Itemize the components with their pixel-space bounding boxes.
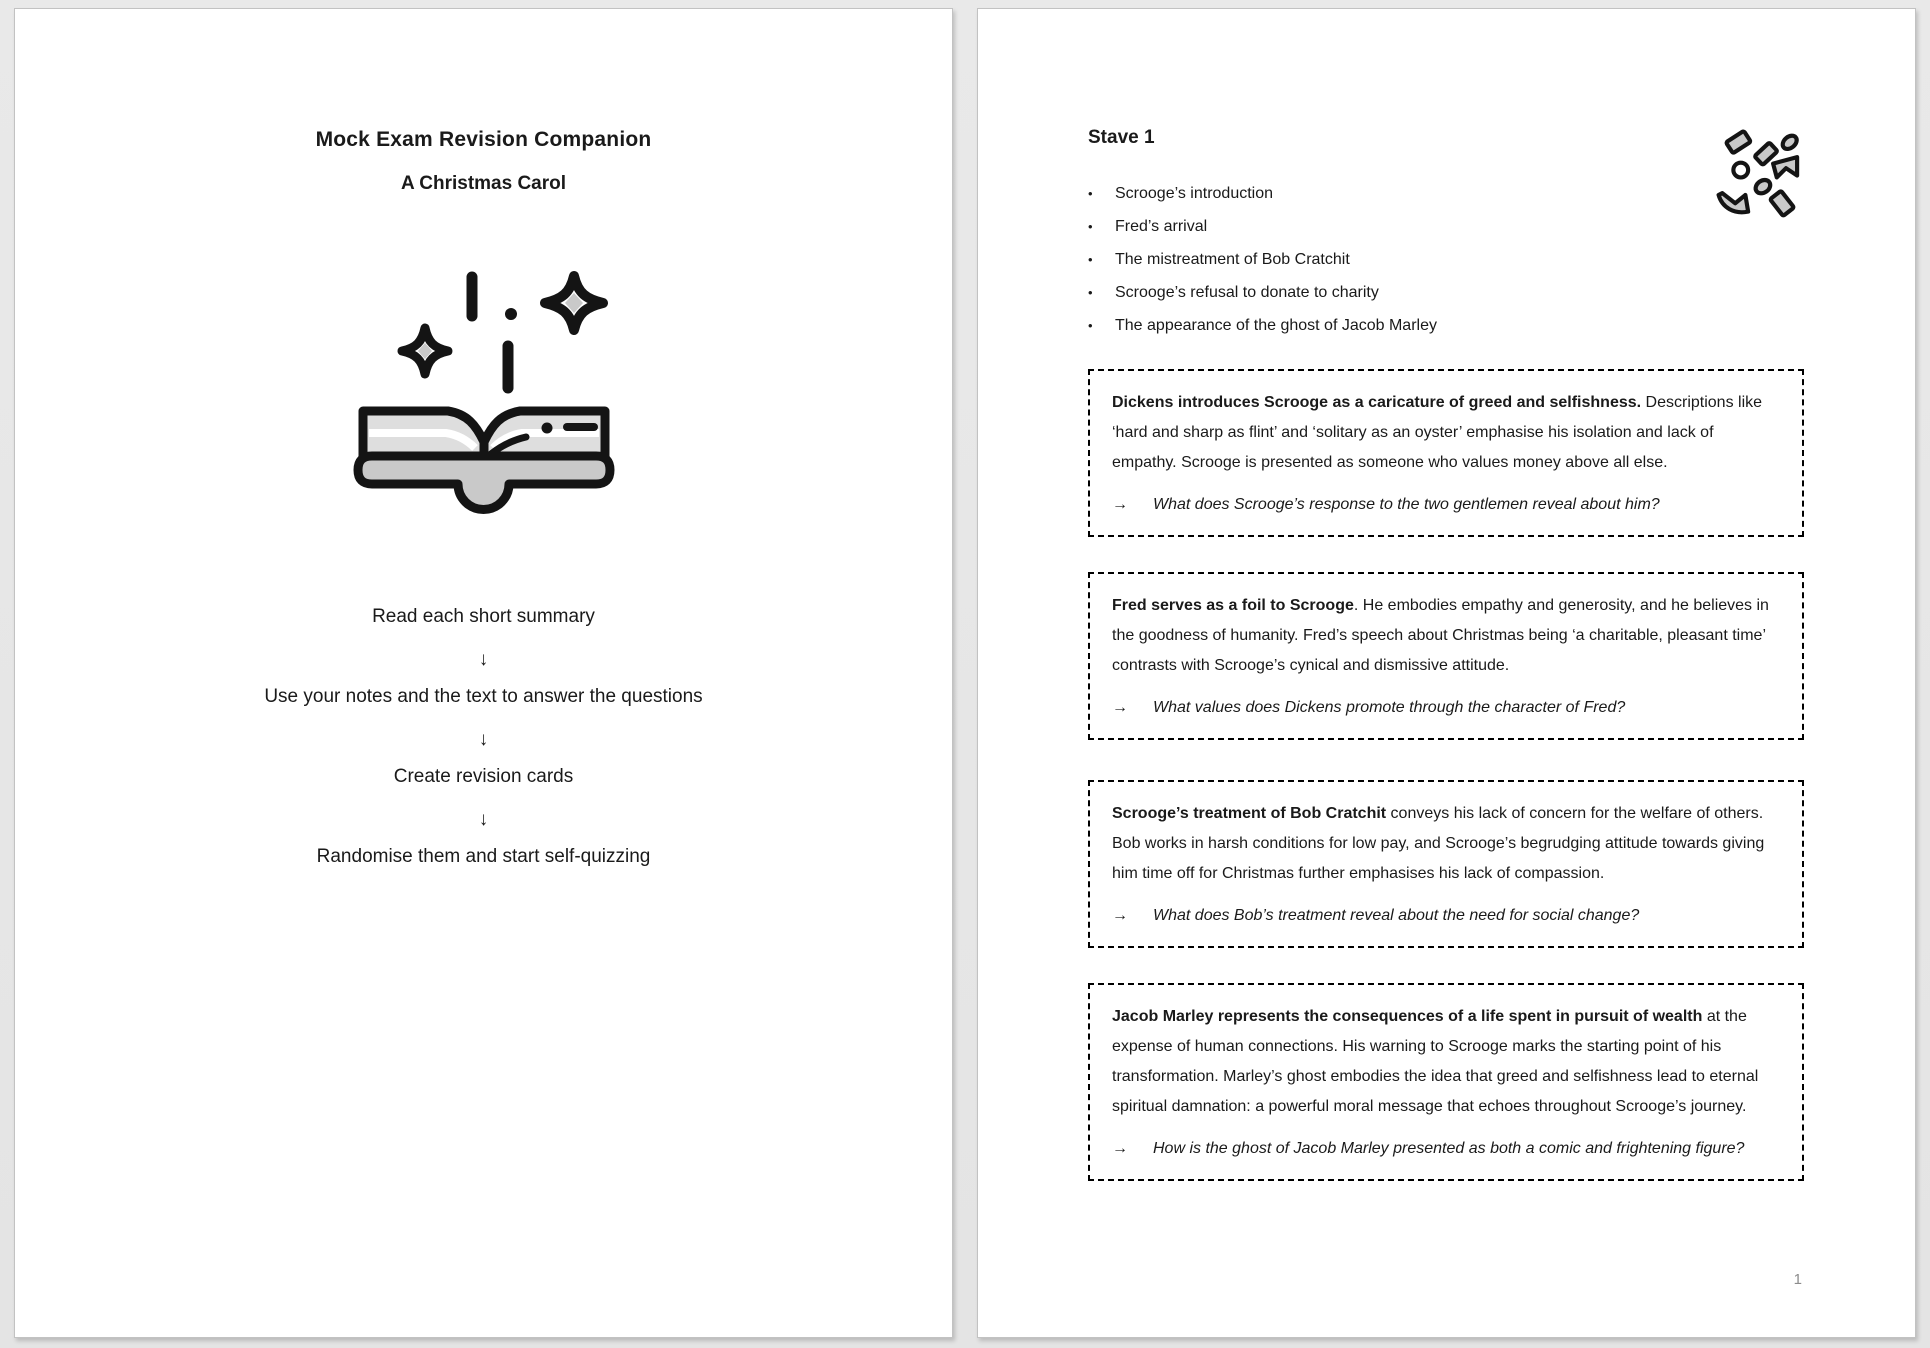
step-1: Read each short summary xyxy=(372,606,595,627)
down-arrow-icon: ↓ xyxy=(478,649,489,670)
summary-cards xyxy=(1088,369,1804,1216)
stave-summary-list xyxy=(1088,177,1805,342)
document-subtitle: A Christmas Carol xyxy=(400,173,567,194)
bullet-marker: • xyxy=(1088,186,1093,201)
how-to-steps xyxy=(15,605,952,888)
card-body-text: . He embodies empathy and generosity, and he believes in the goodness of humanity. Fred’s speech about Christmas being ‘a charitable, pleasant time’ contrasts with Scrooge’s cynical and dismissive attitude. xyxy=(1112,597,1769,674)
card-body-text: conveys his lack of concern for the welfare of others. Bob works in harsh conditions for low pay, and Scrooge’s begrudging attitude towards giving him time off for Christmas further emphasises his lack of compassion. xyxy=(1112,805,1765,882)
section-heading: Stave 1 xyxy=(1088,127,1155,148)
card-question xyxy=(1112,901,1780,931)
summary-card-fred-foil xyxy=(1088,572,1804,740)
document-title: Mock Exam Revision Companion xyxy=(315,128,652,151)
question-text: What values does Dickens promote through the character of Fred? xyxy=(1153,699,1626,716)
right-arrow-icon: → xyxy=(1112,496,1128,513)
summary-card-scrooge-introduction xyxy=(1088,369,1804,537)
bullet-marker: • xyxy=(1088,219,1093,234)
right-arrow-icon: → xyxy=(1112,699,1128,716)
card-question xyxy=(1112,1134,1780,1164)
card-summary xyxy=(1112,799,1780,889)
card-summary xyxy=(1112,591,1780,681)
page-number: 1 xyxy=(1793,1271,1802,1288)
card-lead-sentence: Fred serves as a foil to Scrooge xyxy=(1112,597,1354,614)
open-book-sparkles-icon xyxy=(351,270,617,520)
list-item: • The appearance of the ghost of Jacob Marley xyxy=(1088,316,1437,334)
card-question xyxy=(1112,693,1780,723)
summary-card-jacob-marley xyxy=(1088,983,1804,1181)
card-summary xyxy=(1112,388,1780,478)
question-text: How is the ghost of Jacob Marley presented as both a comic and frightening figure? xyxy=(1153,1140,1745,1157)
summary-card-bob-cratchit xyxy=(1088,780,1804,948)
card-summary xyxy=(1112,1002,1780,1122)
list-item: • The mistreatment of Bob Cratchit xyxy=(1088,250,1350,268)
bullet-marker: • xyxy=(1088,318,1093,333)
right-arrow-icon: → xyxy=(1112,1140,1128,1157)
card-lead-sentence: Dickens introduces Scrooge as a caricature of greed and selfishness. xyxy=(1112,394,1642,411)
down-arrow-icon: ↓ xyxy=(478,809,489,830)
step-4: Randomise them and start self-quizzing xyxy=(316,846,651,867)
page-1-cover xyxy=(14,8,953,1338)
list-item: • Fred’s arrival xyxy=(1088,217,1208,235)
card-question xyxy=(1112,490,1780,520)
step-2: Use your notes and the text to answer the questions xyxy=(264,686,703,707)
card-lead-sentence: Scrooge’s treatment of Bob Cratchit xyxy=(1112,805,1387,822)
right-arrow-icon: → xyxy=(1112,907,1128,924)
page-2-stave-1 xyxy=(977,8,1916,1338)
bullet-marker: • xyxy=(1088,285,1093,300)
list-item: • Scrooge’s introduction xyxy=(1088,184,1274,202)
list-item: • Scrooge’s refusal to donate to charity xyxy=(1088,283,1379,301)
card-body-text: Descriptions like ‘hard and sharp as flint’ and ‘solitary as an oyster’ emphasise his isolation and lack of empathy. Scrooge is presented as someone who values money above all else. xyxy=(1112,394,1763,471)
question-text: What does Scrooge’s response to the two gentlemen reveal about him? xyxy=(1153,496,1660,513)
bullet-marker: • xyxy=(1088,252,1093,267)
down-arrow-icon: ↓ xyxy=(478,729,489,750)
card-lead-sentence: Jacob Marley represents the consequences of a life spent in pursuit of wealth xyxy=(1112,1008,1703,1025)
step-3: Create revision cards xyxy=(393,766,574,787)
card-body-text: at the expense of human connections. His warning to Scrooge marks the starting point of his transformation. Marley’s ghost embodies the idea that greed and selfishness lead to eternal spiritual damnation: a powerful moral message that echoes throughout Scrooge’s journey. xyxy=(1112,1008,1759,1115)
question-text: What does Bob’s treatment reveal about the need for social change? xyxy=(1153,907,1640,924)
